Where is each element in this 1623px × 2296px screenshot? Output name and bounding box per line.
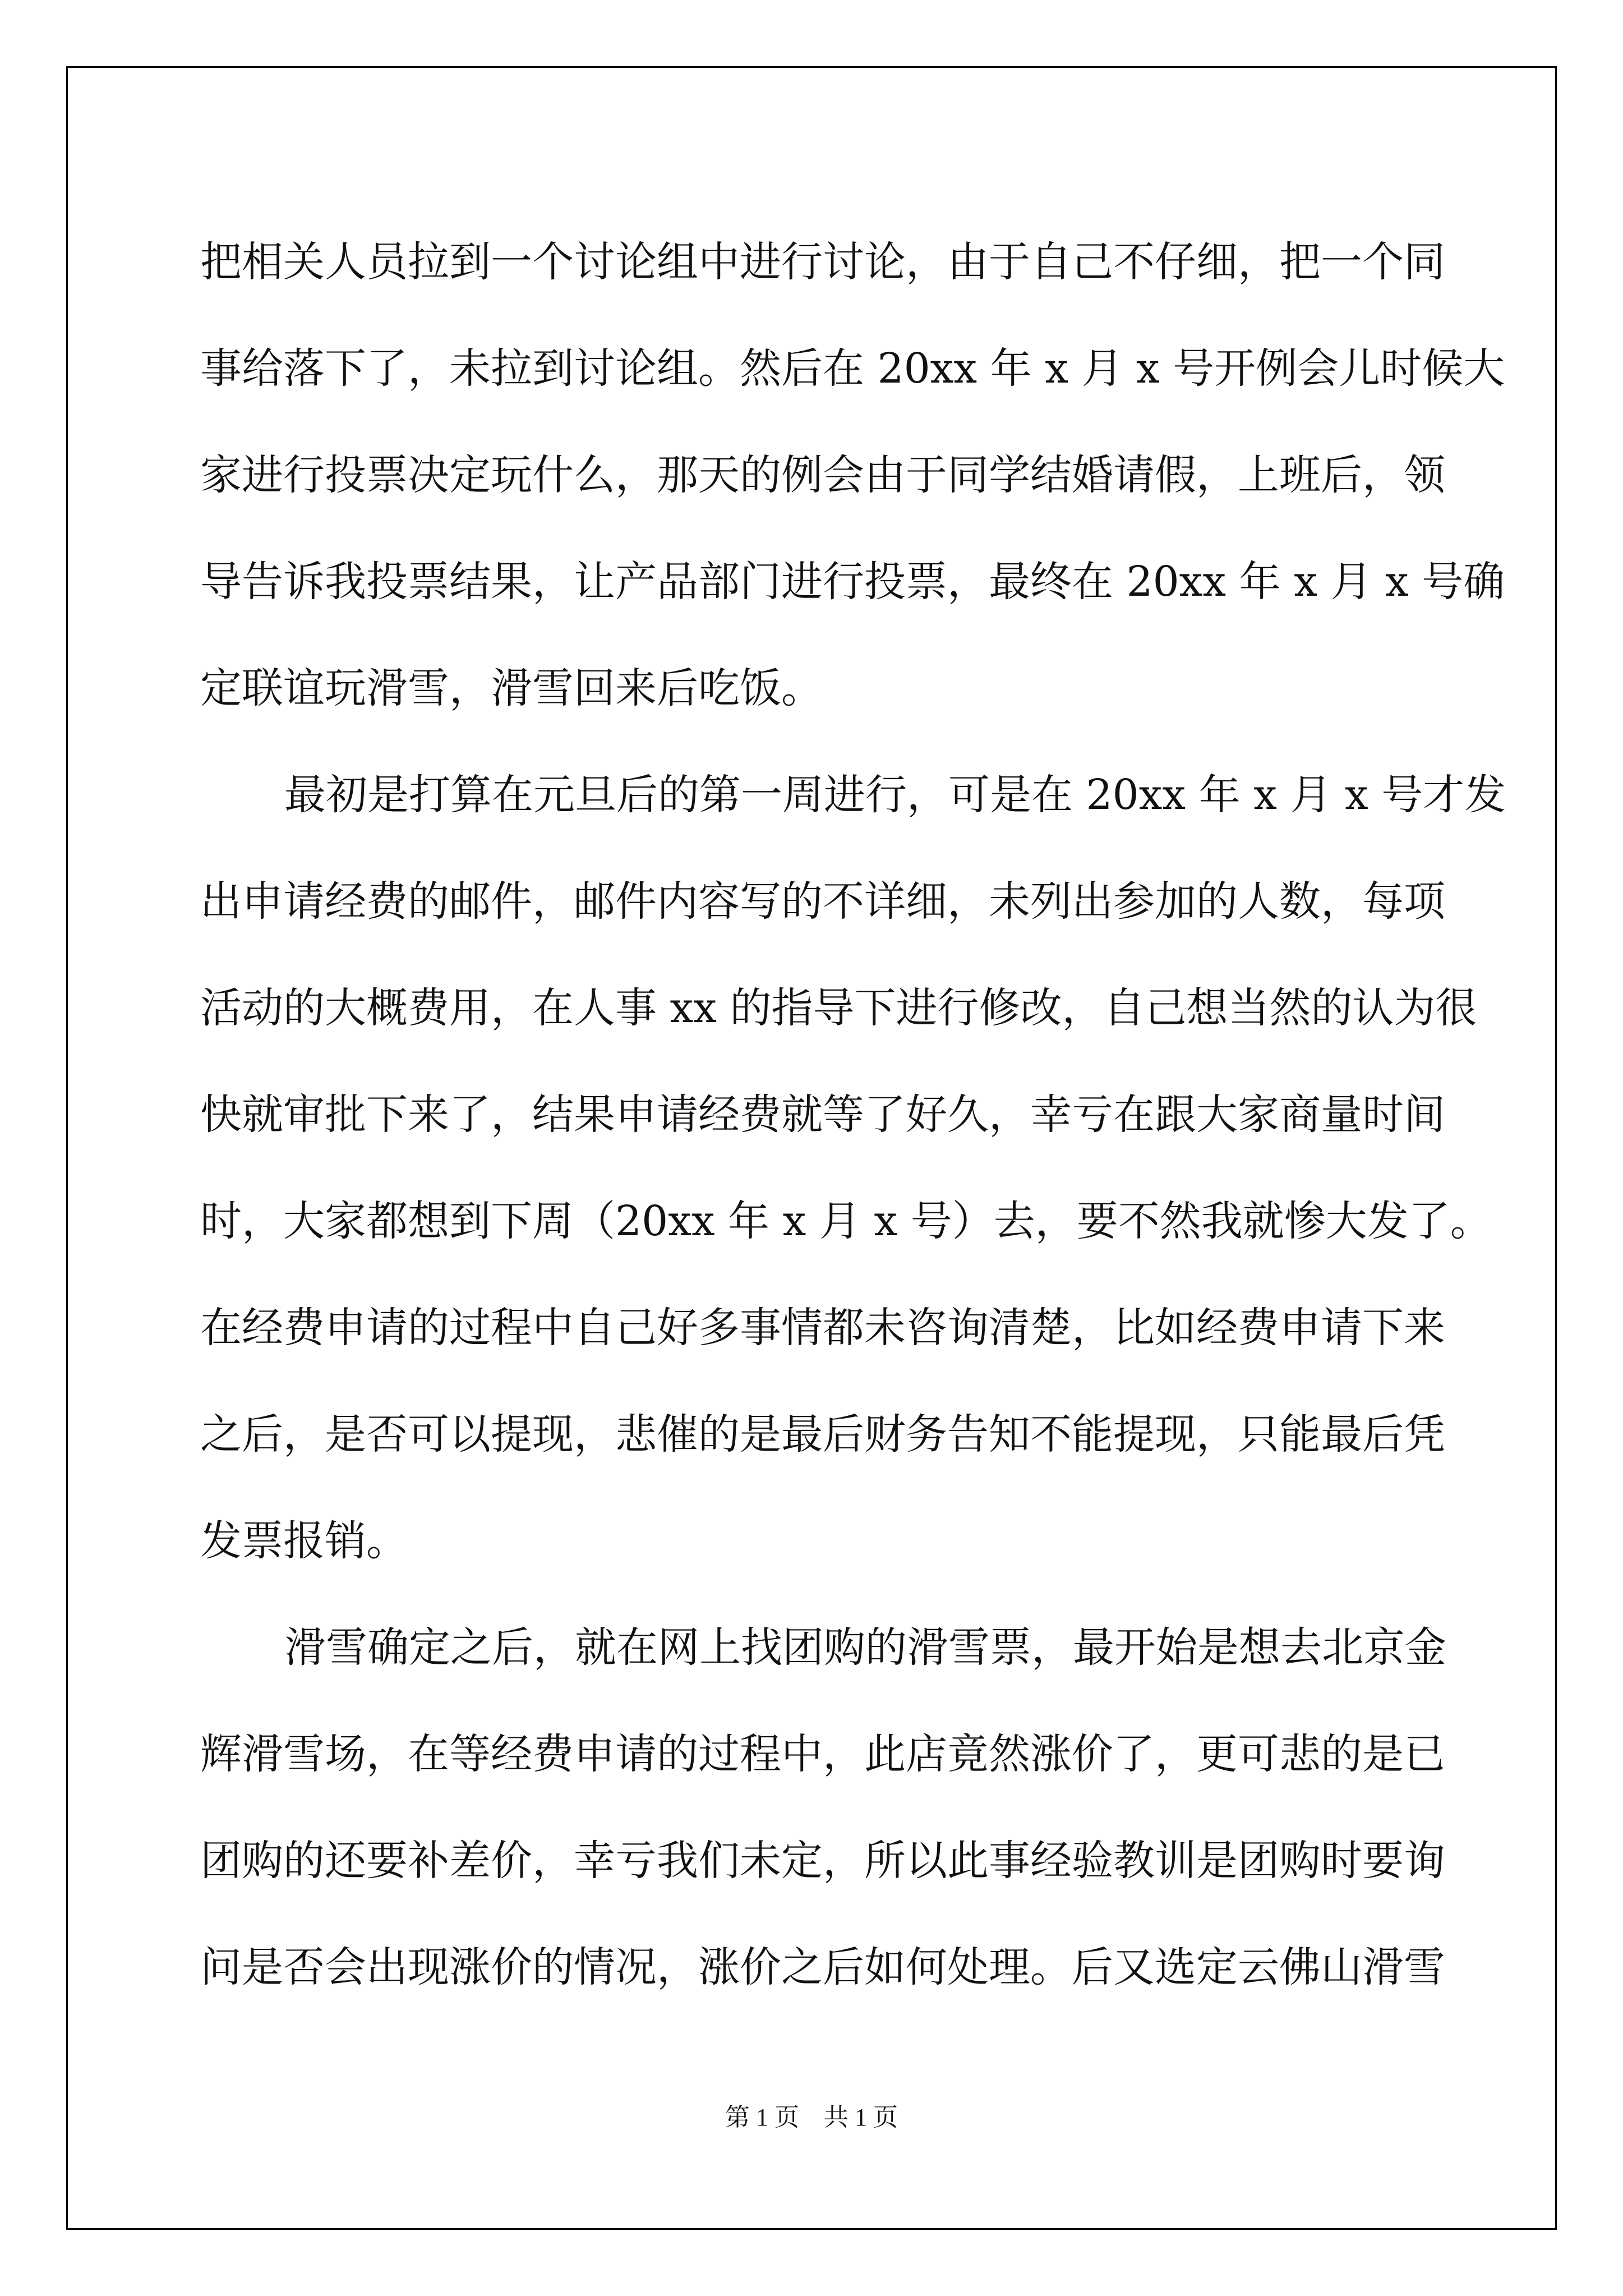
text-line: 家进行投票决定玩什么，那天的例会由于同学结婚请假，上班后，领 [200, 451, 1445, 499]
text-line: 最初是打算在元旦后的第一周进行，可是在 20xx 年 x 月 x 号才发 [284, 771, 1506, 819]
text-line: 定联谊玩滑雪，滑雪回来后吃饭。 [200, 664, 823, 712]
text-line: 团购的还要补差价，幸亏我们未定，所以此事经验教训是团购时要询 [200, 1837, 1445, 1885]
text-line: 问是否会出现涨价的情况，涨价之后如何处理。后又选定云佛山滑雪 [200, 1943, 1445, 1991]
text-line: 时，大家都想到下周（20xx 年 x 月 x 号）去，要不然我就惨大发了。 [200, 1197, 1492, 1245]
text-line: 发票报销。 [200, 1517, 408, 1565]
text-line: 滑雪确定之后，就在网上找团购的滑雪票，最开始是想去北京金 [284, 1623, 1446, 1672]
text-line: 活动的大概费用，在人事 xx 的指导下进行修改，自己想当然的认为很 [200, 984, 1477, 1032]
text-line: 导告诉我投票结果，让产品部门进行投票，最终在 20xx 年 x 月 x 号确 [200, 558, 1505, 606]
text-line: 快就审批下来了，结果申请经费就等了好久，幸亏在跟大家商量时间 [200, 1091, 1445, 1139]
page-total: 共 1 页 [824, 2104, 898, 2131]
text-line: 把相关人员拉到一个讨论组中进行讨论，由于自己不仔细，把一个同 [200, 238, 1445, 286]
text-line: 事给落下了，未拉到讨论组。然后在 20xx 年 x 月 x 号开例会儿时候大 [200, 344, 1505, 393]
page-number: 第 1 页 [725, 2104, 799, 2131]
document-body [200, 209, 1506, 2021]
text-line: 在经费申请的过程中自己好多事情都未咨询清楚，比如经费申请下来 [200, 1304, 1445, 1352]
text-line: 辉滑雪场，在等经费申请的过程中，此店竟然涨价了，更可悲的是已 [200, 1730, 1445, 1778]
text-line: 出申请经费的邮件，邮件内容写的不详细，未列出参加的人数，每项 [200, 877, 1445, 926]
page-footer [0, 2097, 1623, 2133]
text-line: 之后，是否可以提现，悲催的是最后财务告知不能提现，只能最后凭 [200, 1410, 1445, 1458]
